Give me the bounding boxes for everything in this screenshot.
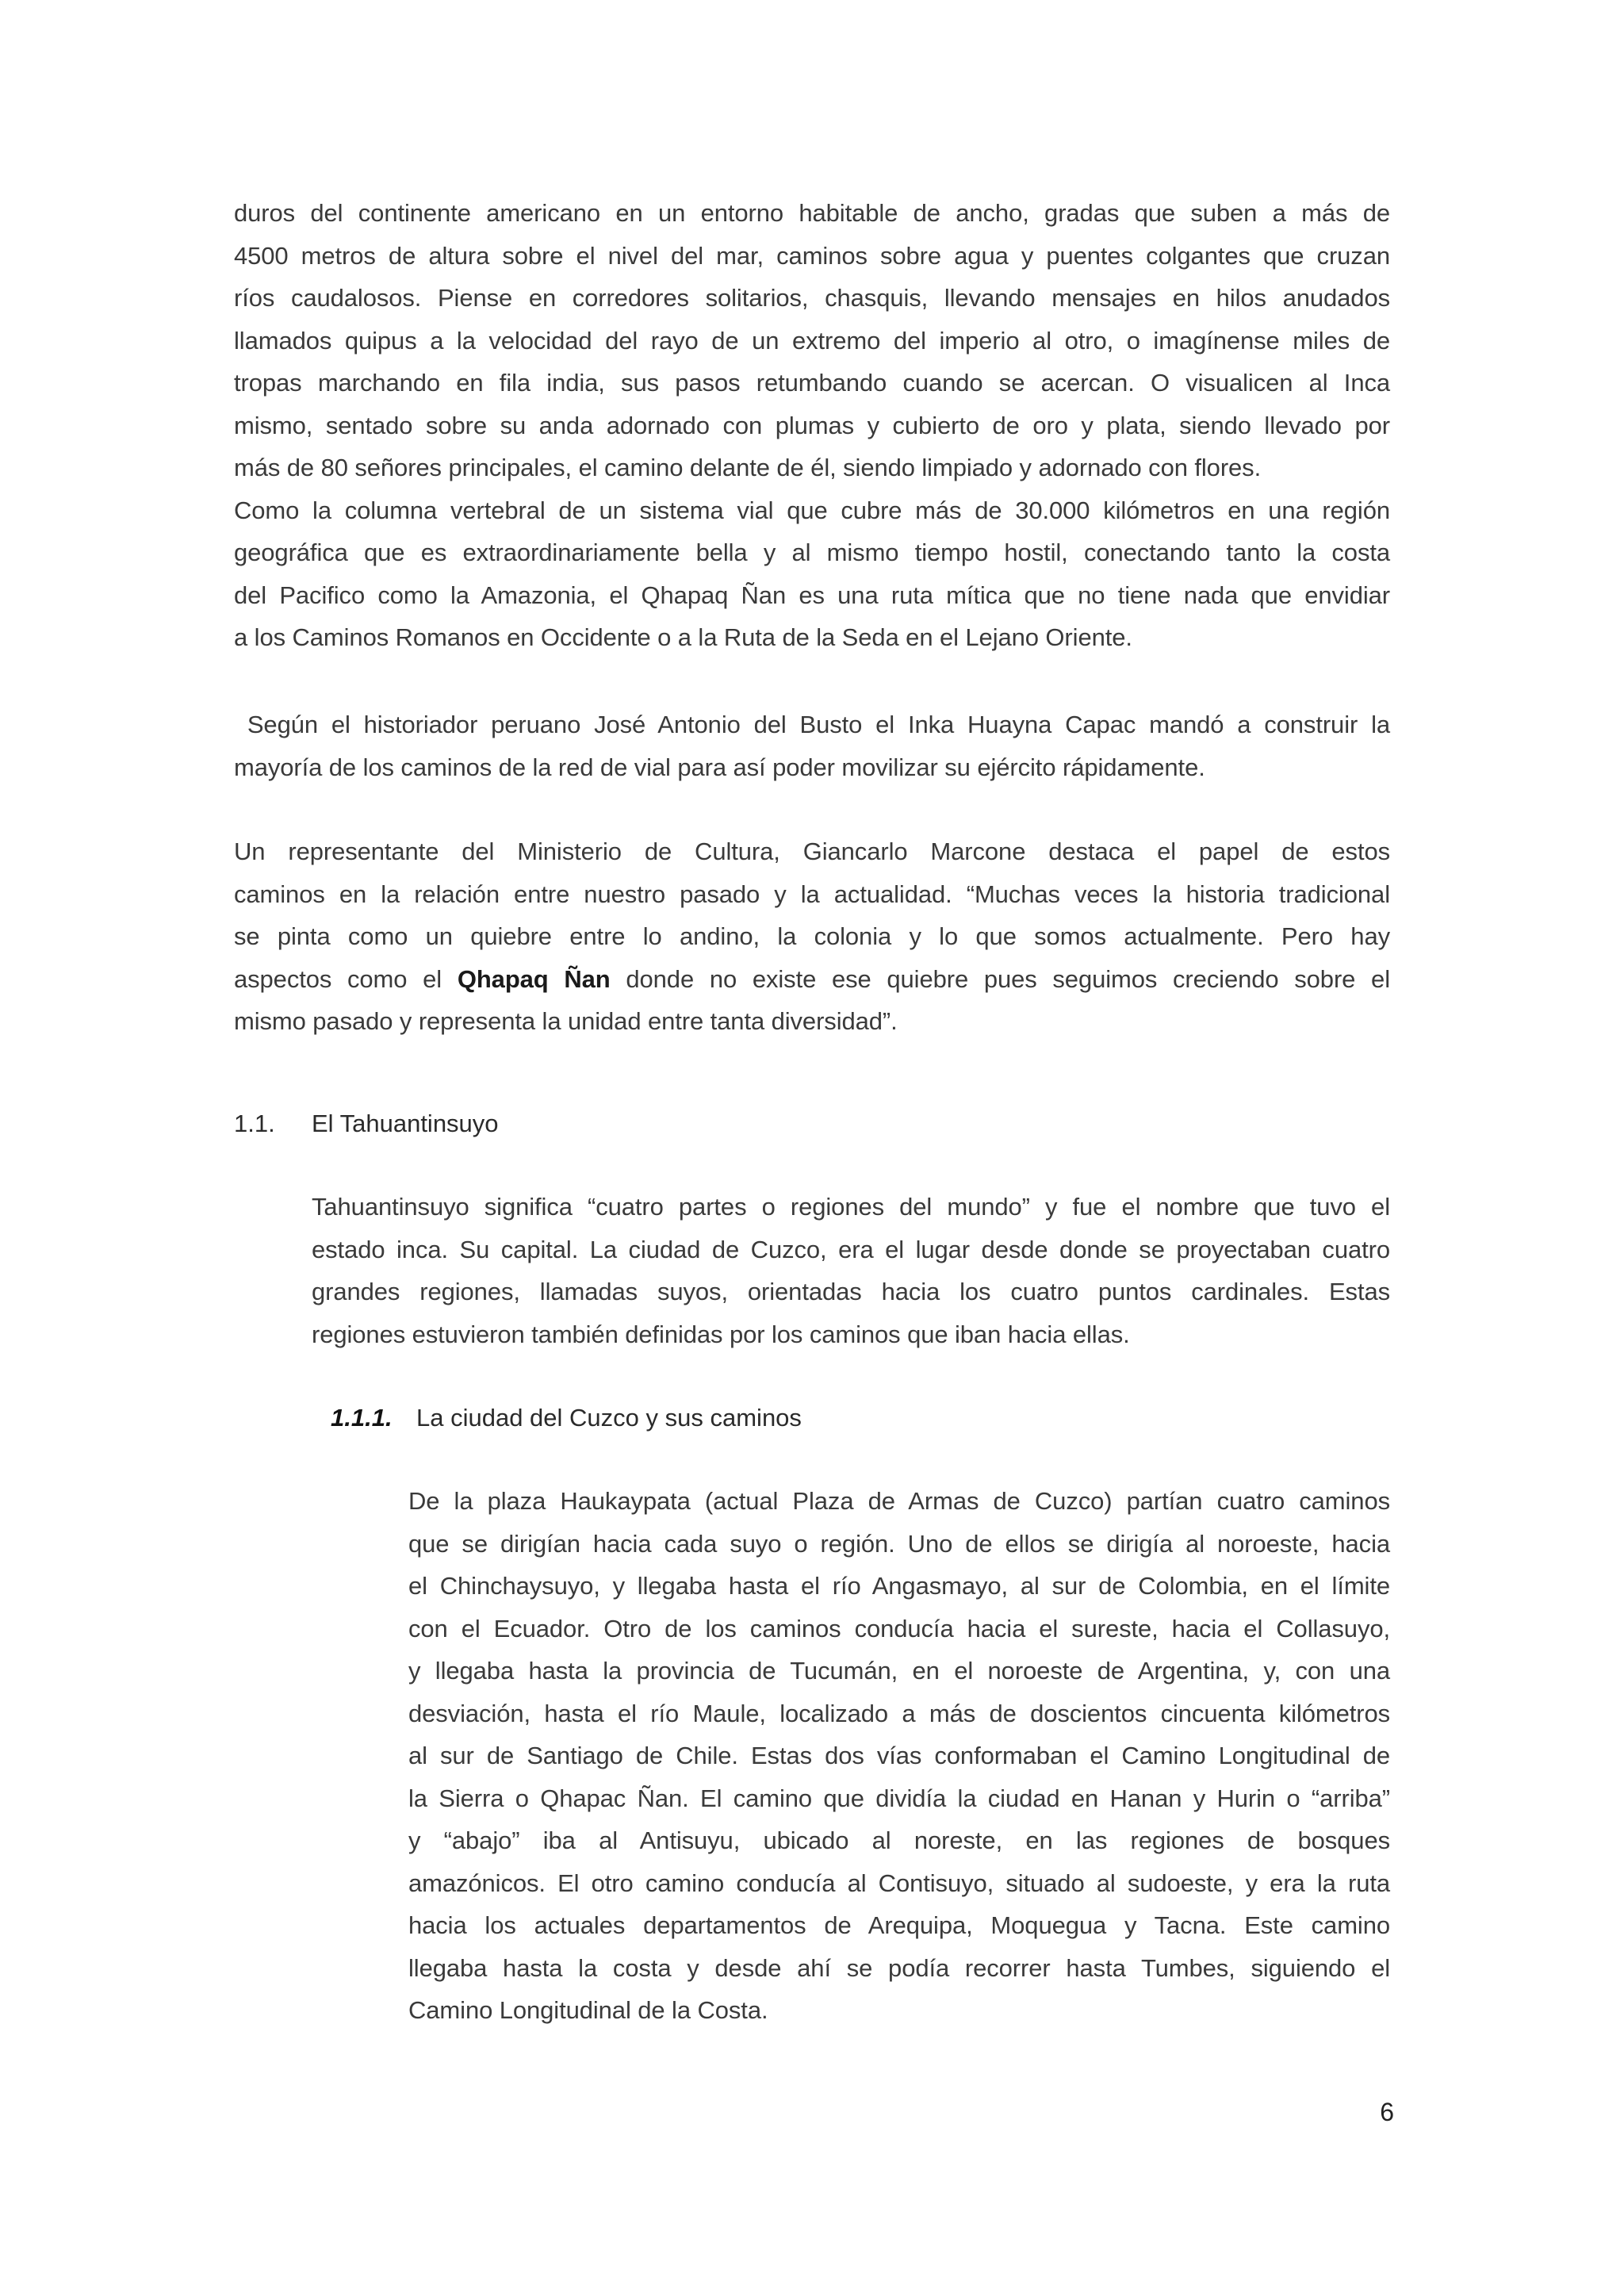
paragraph-line: llegaba hasta la costa y desde ahí se podía recorrer hasta Tumbes, siguiendo el — [408, 1953, 1390, 1982]
paragraph-line: ríos caudalosos. Piense en corredores solitarios, chasquis, llevando mensajes en hilos anudados — [234, 284, 1390, 312]
paragraph-line: y llegaba hasta la provincia de Tucumán, en el noroeste de Argentina, y, con una — [408, 1657, 1390, 1685]
paragraph-line: estado inca. Su capital. La ciudad de Cuzco, era el lugar desde donde se proyectaban cuatro — [312, 1235, 1390, 1263]
busto-paragraph — [234, 703, 1390, 788]
tahuantinsuyo-paragraph — [312, 1186, 1390, 1355]
paragraph-line: el Chinchaysuyo, y llegaba hasta el río Angasmayo, al sur de Colombia, en el límite — [408, 1572, 1390, 1600]
paragraph-line: Tahuantinsuyo significa “cuatro partes o regiones del mundo” y fue el nombre que tuvo el — [312, 1193, 1390, 1221]
paragraph-line: 4500 metros de altura sobre el nivel del mar, caminos sobre agua y puentes colgantes que cruzan — [234, 241, 1390, 270]
paragraph-line: a los Caminos Romanos en Occidente o a la Ruta de la Seda en el Lejano Oriente. — [234, 623, 1132, 651]
paragraph-line: se pinta como un quiebre entre lo andino, la colonia y lo que somos actualmente. Pero hay — [234, 922, 1390, 950]
paragraph-line: regiones estuvieron también definidas por los caminos que iban hacia ellas. — [312, 1320, 1130, 1348]
section-heading-1-1 — [234, 1108, 499, 1140]
paragraph-line: hacia los actuales departamentos de Arequipa, Moquegua y Tacna. Este camino — [408, 1911, 1390, 1939]
paragraph-line: mismo, sentado sobre su anda adornado con plumas y cubierto de oro y plata, siendo llevado por — [234, 411, 1390, 439]
paragraph-line: Camino Longitudinal de la Costa. — [408, 1996, 768, 2024]
section-heading-1-1-1 — [331, 1402, 802, 1434]
paragraph-line: que se dirigían hacia cada suyo o región. Uno de ellos se dirigía al noroeste, hacia — [408, 1529, 1390, 1558]
section-title: El Tahuantinsuyo — [312, 1110, 499, 1137]
paragraph-line: al sur de Santiago de Chile. Estas dos vías conformaban el Camino Longitudinal de — [408, 1742, 1390, 1769]
marcone-line-start: aspectos como el — [234, 964, 458, 993]
paragraph-line: la Sierra o Qhapac Ñan. El camino que dividía la ciudad en Hanan y Hurin o “arriba” — [408, 1784, 1390, 1812]
paragraph-line — [234, 958, 1390, 1001]
marcone-line-end: donde no existe ese quiebre pues seguimos creciendo sobre el — [610, 964, 1390, 993]
paragraph-line: más de 80 señores principales, el camino delante de él, siendo limpiado y adornado con flores. — [234, 454, 1262, 481]
paragraph-line: grandes regiones, llamadas suyos, orientadas hacia los cuatro puntos cardinales. Estas — [312, 1278, 1390, 1305]
paragraph-line: y “abajo” iba al Antisuyu, ubicado al noreste, en las regiones de bosques — [408, 1826, 1390, 1854]
paragraph-line: desviación, hasta el río Maule, localizado a más de doscientos cincuenta kilómetros — [408, 1699, 1390, 1727]
paragraph-line: Un representante del Ministerio de Cultura, Giancarlo Marcone destaca el papel de estos — [234, 838, 1390, 865]
qhapaq-nan-term: Qhapaq Ñan — [457, 964, 611, 993]
paragraph-line: caminos en la relación entre nuestro pasado y la actualidad. “Muchas veces la historia tradicional — [234, 880, 1390, 908]
page-number: 6 — [1380, 2098, 1394, 2126]
paragraph-line: mayoría de los caminos de la red de vial para así poder movilizar su ejército rápidamente. — [234, 753, 1205, 781]
paragraph-line: Como la columna vertebral de un sistema vial que cubre más de 30.000 kilómetros en una región — [234, 496, 1390, 524]
section-title: La ciudad del Cuzco y sus caminos — [416, 1404, 802, 1432]
paragraph-line: geográfica que es extraordinariamente bella y al mismo tiempo hostil, conectando tanto la costa — [234, 539, 1390, 566]
paragraph-line: con el Ecuador. Otro de los caminos conducía hacia el sureste, hacia el Collasuyo, — [408, 1614, 1390, 1642]
paragraph-line: De la plaza Haukaypata (actual Plaza de Armas de Cuzco) partían cuatro caminos — [408, 1487, 1390, 1515]
paragraph-line: llamados quipus a la velocidad del rayo de un extremo del imperio al otro, o imagínense miles de — [234, 326, 1390, 355]
paragraph-line: amazónicos. El otro camino conducía al Contisuyo, situado al sudoeste, y era la ruta — [408, 1869, 1390, 1897]
paragraph-line: Según el historiador peruano José Antonio del Busto el Inka Huayna Capac mandó a construir la — [234, 711, 1390, 738]
section-number: 1.1. — [234, 1110, 275, 1137]
paragraph-line: tropas marchando en fila india, sus pasos retumbando cuando se acercan. O visualicen al Inca — [234, 369, 1390, 397]
paragraph-line: duros del continente americano en un entorno habitable de ancho, gradas que suben a más de — [234, 199, 1390, 227]
marcone-paragraph — [234, 830, 1390, 1043]
section-number: 1.1.1. — [331, 1404, 393, 1432]
intro-paragraph — [234, 192, 1390, 659]
paragraph-line: del Pacifico como la Amazonia, el Qhapaq Ñan es una ruta mítica que no tiene nada que envidiar — [234, 581, 1390, 609]
paragraph-line: mismo pasado y representa la unidad entre tanta diversidad”. — [234, 1007, 898, 1035]
cuzco-caminos-paragraph — [408, 1480, 1390, 2032]
